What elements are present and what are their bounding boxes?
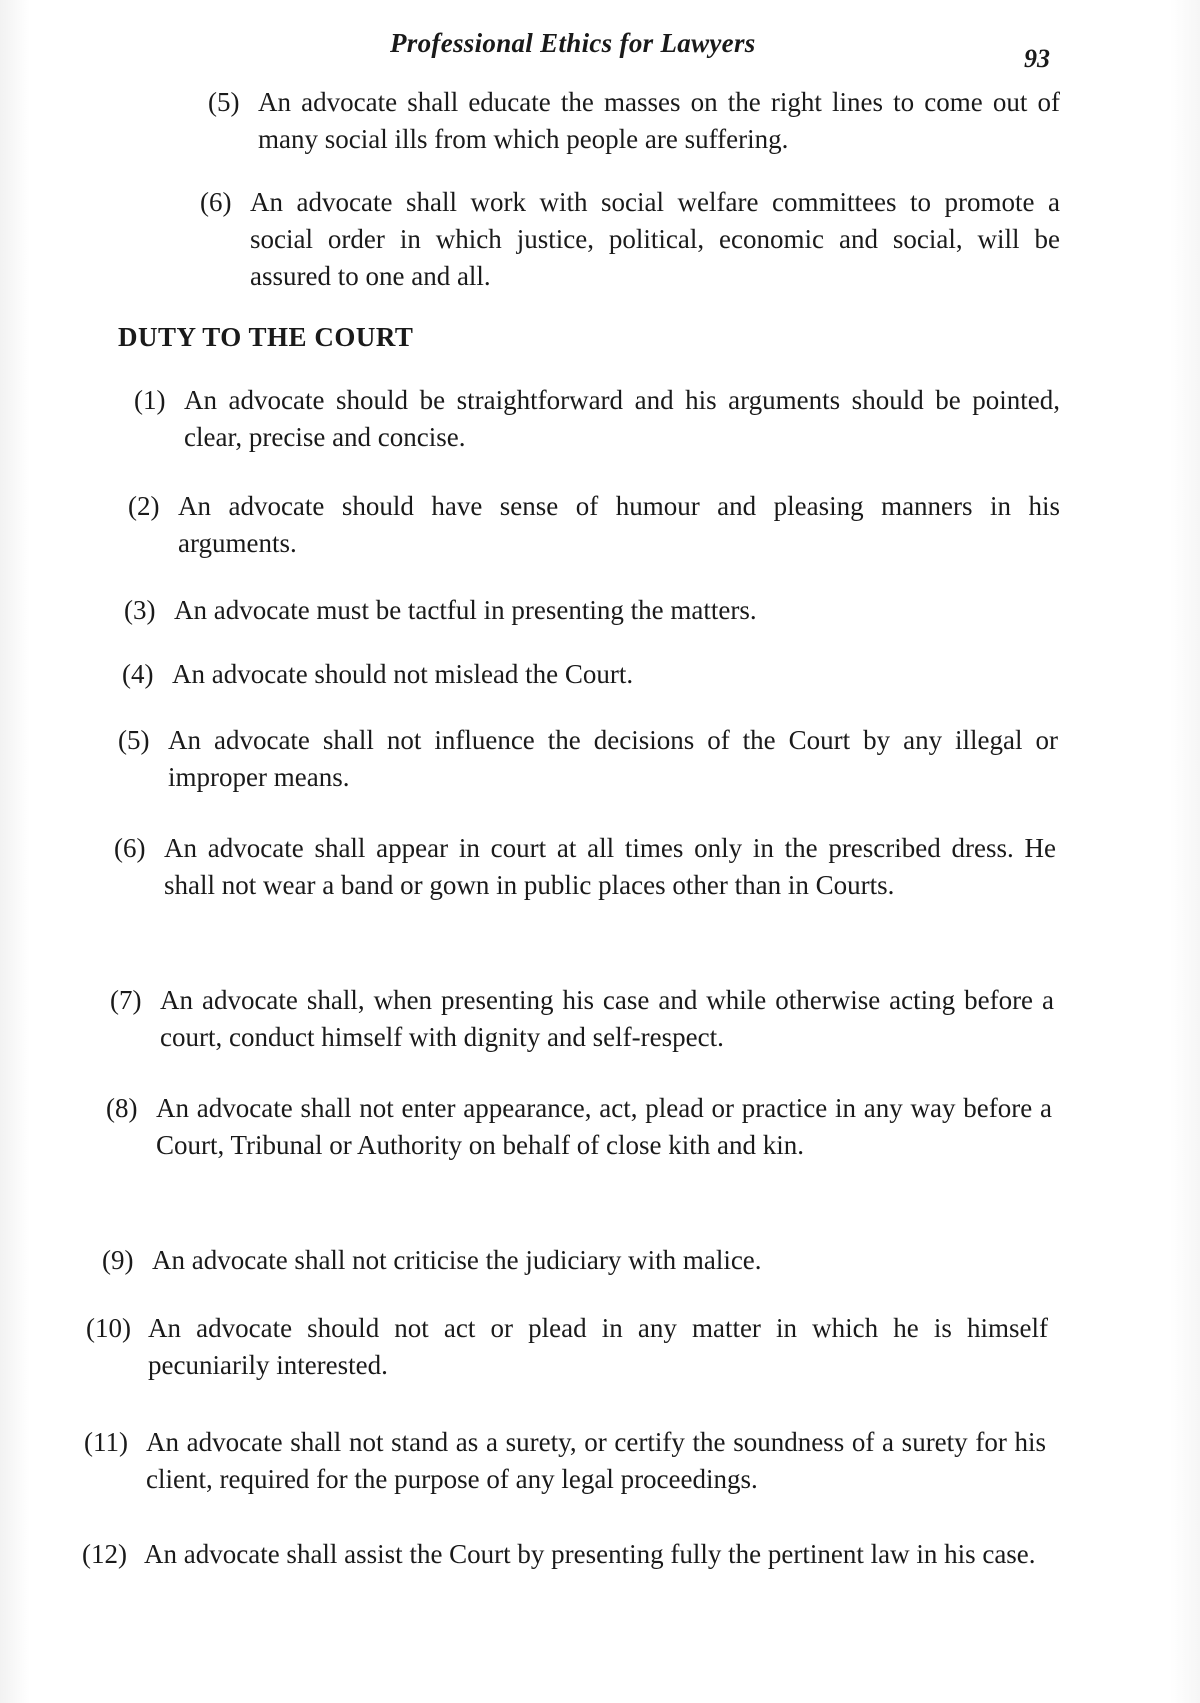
- item-number: (11): [84, 1427, 128, 1457]
- item-text: An advocate should not act or plead in any matter in which he is himself pecuniarily interested.: [148, 1313, 1048, 1380]
- item-text: An advocate shall not influence the decisions of the Court by any illegal or improper means.: [168, 725, 1058, 792]
- list-item: [134, 382, 1060, 456]
- list-item: [124, 592, 1060, 629]
- item-text: An advocate should not mislead the Court.: [172, 659, 634, 689]
- list-item: [128, 488, 1060, 562]
- item-text: An advocate shall educate the masses on the right lines to come out of many social ills from which people are suffering.: [258, 87, 1060, 154]
- item-text: An advocate shall not stand as a surety, or certify the soundness of a surety for his client, required for the purpose of any legal proceedings.: [146, 1427, 1046, 1494]
- item-number: (6): [200, 187, 232, 217]
- list-item: [118, 722, 1058, 796]
- list-item: [102, 1242, 1050, 1279]
- section-heading: DUTY TO THE COURT: [118, 322, 414, 352]
- item-number: (5): [208, 87, 240, 117]
- item-number: (7): [110, 985, 142, 1015]
- item-number: (3): [124, 595, 156, 625]
- item-number: (10): [86, 1313, 131, 1343]
- list-item: [106, 1090, 1052, 1164]
- item-text: An advocate should have sense of humour and pleasing manners in his arguments.: [178, 491, 1060, 558]
- item-number: (6): [114, 833, 146, 863]
- item-number: (12): [82, 1539, 127, 1569]
- item-text: An advocate must be tactful in presenting the matters.: [174, 595, 757, 625]
- list-item: [114, 830, 1056, 904]
- item-text: An advocate shall, when presenting his case and while otherwise acting before a court, conduct himself with dignity and self-respect.: [160, 985, 1054, 1052]
- item-number: (2): [128, 491, 160, 521]
- list-item: [86, 1310, 1048, 1384]
- item-text: An advocate should be straightforward and his arguments should be pointed, clear, precise and concise.: [184, 385, 1060, 452]
- page-number: 93: [1024, 44, 1050, 73]
- list-item: [82, 1536, 1044, 1573]
- item-text: An advocate shall work with social welfare committees to promote a social order in which justice, political, economic and social, will be assured to one and all.: [250, 187, 1060, 291]
- list-item: [84, 1424, 1046, 1498]
- item-text: An advocate shall not enter appearance, act, plead or practice in any way before a Court, Tribunal or Authority on behalf of close kith and kin.: [156, 1093, 1052, 1160]
- item-text: An advocate shall appear in court at all times only in the prescribed dress. He shall not wear a band or gown in public places other than in Courts.: [164, 833, 1056, 900]
- item-text: An advocate shall not criticise the judiciary with malice.: [152, 1245, 762, 1275]
- item-text: An advocate shall assist the Court by presenting fully the pertinent law in his case.: [144, 1539, 1036, 1569]
- item-number: (4): [122, 659, 154, 689]
- list-item: [110, 982, 1054, 1056]
- running-title: Professional Ethics for Lawyers: [390, 28, 756, 58]
- item-number: (9): [102, 1245, 134, 1275]
- list-item: [122, 656, 1060, 693]
- list-item: [208, 84, 1060, 158]
- item-number: (8): [106, 1093, 138, 1123]
- list-item: [200, 184, 1060, 295]
- item-number: (1): [134, 385, 166, 415]
- item-number: (5): [118, 725, 150, 755]
